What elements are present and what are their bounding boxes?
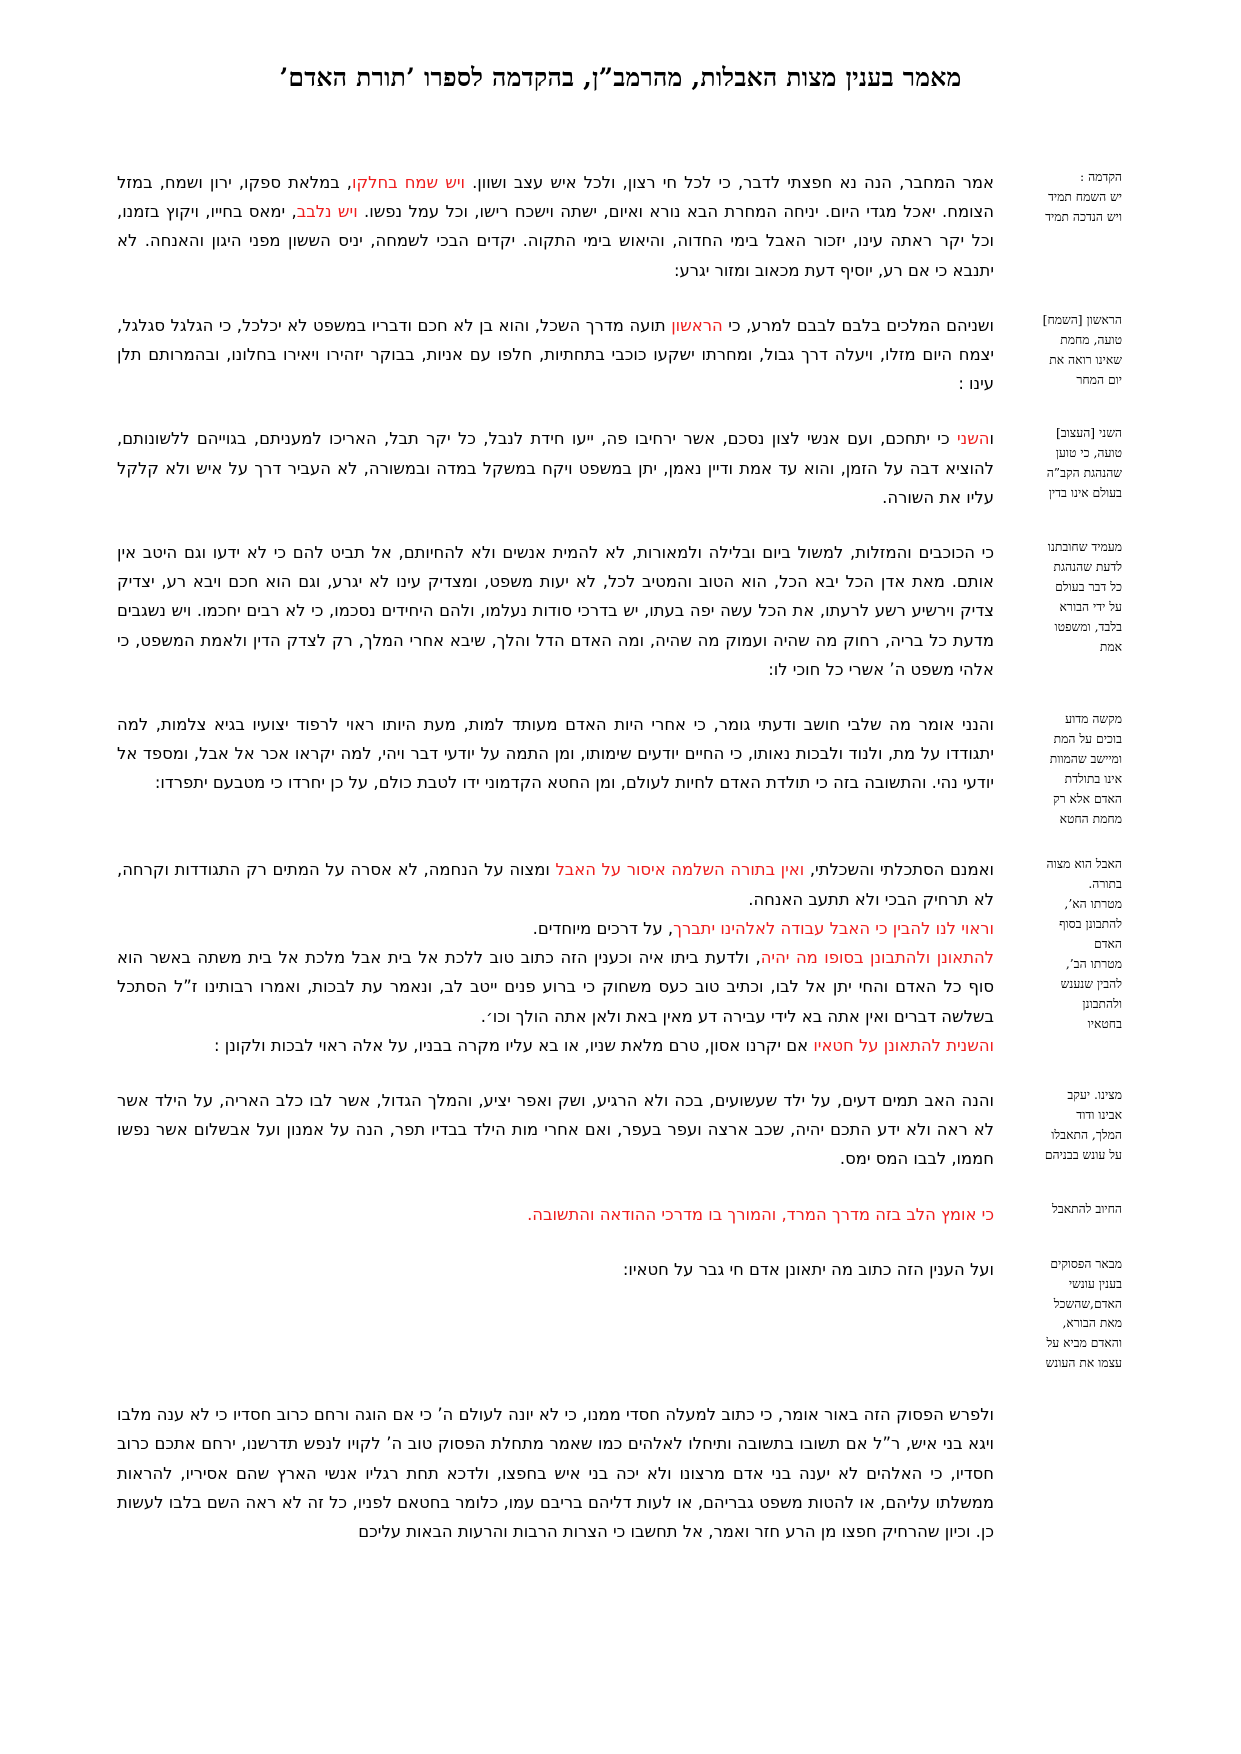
body-paragraph (115, 311, 994, 399)
body-paragraph (115, 1255, 994, 1284)
text-run: , על דרכים מיוחדים. (532, 918, 674, 938)
highlighted-text: ויש נלבב (296, 202, 358, 222)
margin-note: מבאר הפסוקים בענין עונשי האדם,שהשכל מאת הבורא, והאדם מביא על עצמו את העונש (1045, 1256, 1122, 1371)
text-run: ולפרש הפסוק הזה באור אומר, כי כתוב למעלה חסדי ממנו, כי לא יונה לעולם ה’ כי אם הוגה ורחם כרוב חסדיו כי לא ענה מלבו ויגא בני איש, ר”ל אם תשובו בתשובה ותיחלו לאלהים כמו שאמר מתחלת הפסוק טוב ה’ לקויו לנפש תדרשנו, ירחם אתכם כרוב חסדיו, כי האלהים לא יענה בני אדם מרצונו ולא יכה בני איש בחפצו, ולדכא תחת רגליו אנשי הארץ שהם אסיריו, להראות ממשלתו עליהם, או להטות משפט גבריהם, או לעות דליהם בריבם עמו, כלומר בחטאם לפניו, כל זה לא ראה השם בלבו לעשות כן. וכיון שהרחיק חפצו מן הרע חזר ואמר, אל תחשבו כי הצרות הרבות והרעות הבאות עליכם (117, 1405, 994, 1541)
text-run: אם יקרנו אסון, טרם מלאת שניו, או בא עליו מקרה בבניו, על אלה ראוי לבכות ולקונן : (214, 1035, 814, 1055)
text-run: כי הכוכבים והמזלות, למשול ביום ובלילה ולמאורות, לא להמית אנשים ולא להחיותם, אל תביט להם כי לא ידעו וגם היטב אין אותם. מאת אדן הכל יבא הכל, הוא הטוב והמטיב לכל, לא יעות משפט, ומצדיק עינו לא יגרע, וגם הוא חכם ויבא רע, יצדיק צדיק וירשיע רשע לרעתו, את הכל עשה יפה בעתו, יש בדרכי סודות נעלמו, ולהם היחידים נסכמו, כי לא רבים יחכמו. ויש נשגבים מדעת כל בריה, רחוק מה שהיה ועמוק מה שהיה, ומה האדם הדל והלך, שיבא אחרי המלך, רק לצדק הדין ולאמת המשפט, כי אלהי משפט ה’ אשרי כל חוכי לו: (117, 543, 994, 679)
document-content (115, 168, 1126, 1572)
text-run: תועה מדרך השכל, והוא בן לא חכם ודבריו במשפט לא יכלכל, כי הגלגל סגלגל, יצמח היום מזלו, ויעלה דרך גבול, ומחרתו ישקעו כוכבי בתחתיות, חלפו עם אניות, בבוקר יזהירו ויאירו בחלונו, ובהמרותם תלן עינו : (117, 315, 994, 394)
body-paragraph (115, 538, 994, 684)
text-run: אמר המחבר, הנה נא חפצתי לדבר, כי לכל חי רצון, ולכל איש עצב ושוון. (464, 173, 995, 192)
margin-note: האבל הוא מצוה בתורה. מטרתו הא’, להתבונן בסוף האדם מטרתו הב’, להבין שנענש ולהתבונן בחטאיו (1046, 857, 1122, 1031)
body-paragraph (115, 1200, 994, 1229)
body-paragraph (115, 168, 994, 285)
text-block (115, 1255, 1126, 1374)
text-run: , ולדעת ביתו איה וכענין הזה כתוב טוב ללכת אל בית אבל מלכת אל בית משתה באשר הוא סוף כל האדם והחי יתן אל לבו, וכתיב טוב כעס משחוק כי ברוע פנים ייטב לב, ונאמר עת לבכות, ואמרו רבותינו ז”ל הסתכל בשלשה דברים ואין אתה בא לידי עבירה דע מאין באת ולאן אתה הולך וכו׳. (117, 948, 994, 1026)
text-block (115, 710, 1126, 829)
text-run: והנה האב תמים דעים, על ילד שעשועים, בכה ולא הרגיע, ושק ואפר יציע, והמלך הגדול, אשר לבו כלב האריה, על הילד אשר לא ראה ולא ידע התכם יהיה, שכב ארצה ועפר בעפר, ואם אחרי מות הילד בבדיו תפר, הנה על אמנון ועל אבשלום אשר נפשו חממו, לבבו המס ימס. (117, 1090, 994, 1169)
text-run: ושניהם המלכים בלבם לבבם למרע, כי (722, 315, 994, 335)
highlighted-text: להתאונן ולהתבונן בסופו מה יהיה (760, 948, 994, 968)
body-paragraph (115, 1400, 994, 1546)
text-run: כי יתחכם, ועם אנשי לצון נסכם, אשר ירחיבו פה, ייעו חידת לנבל, כל יקר תבל, האריכו למעניתם, בגוייהם ללשונותם, להוציא דבה על הזמן, והוא עד אמת ודיין נאמן, יתן במשפט ויקח במשקל במדה ובמשורה, לא העביר דרך על איש ולא קלקל עליו את השורה. (117, 429, 994, 507)
text-run: ו (989, 429, 994, 449)
page-title: מאמר בענין מצות האבלות, מהרמב”ן, בהקדמה לספרו ’תורת האדם’ (279, 63, 962, 92)
highlighted-text: כי אומץ הלב בזה מדרך המרד, והמורך בו מדרכי ההודאה והתשובה. (527, 1204, 994, 1224)
margin-note: מקשה מדוע בוכים על המת ומיישב שהמוות אינו בתולדת האדם אלא רק מחמת החטא (1049, 712, 1122, 826)
margin-note: הראשון [השמח] טועה, מחמת שאינו רואה את יום המחר (1042, 312, 1122, 387)
text-block (115, 311, 1126, 399)
body-paragraph (115, 424, 994, 512)
text-run: , ימאס בחייו, ויקוץ בזמנו, וכל יקר ראתה עינו, יזכור האבל בימי החדוה, והיאוש בימי התקוה. יקדים הבכי לשמחה, יניס הששון מפני היגון והאנחה. לא יתנבא כי אם רע, יוסיף דעת מכאוב ומזור יגרע: (117, 202, 994, 280)
body-paragraph (115, 855, 994, 1059)
highlighted-text: ויש שמח בחלקו (352, 173, 465, 192)
margin-note: מעמיד שחובתנו לדעת שהנהגת כל דבר בעולם על ידי הבורא בלבד, ומשפטו אמת (1047, 540, 1122, 654)
highlighted-text: הראשון (671, 315, 723, 335)
margin-note: החיוב להתאבל (1052, 1201, 1122, 1216)
text-run: ומצוה על הנחמה, לא אסרה על המתים רק התגודדות וקרחה, לא תרחיק הבכי ולא תתעב האנחה. (117, 860, 994, 909)
text-block (115, 538, 1126, 684)
text-run: ועל הענין הזה כתוב מה יתאונן אדם חי גבר על חטאיו: (622, 1259, 994, 1279)
text-block (115, 424, 1126, 512)
highlighted-text: השני (956, 429, 990, 449)
highlighted-text: וראוי לנו להבין כי האבל עבודה לאלהינו יתברך (673, 918, 994, 938)
margin-note: הקדמה : יש השמח תמיד ויש הנדכה תמיד (1045, 170, 1122, 224)
highlighted-text: ואין בתורה השלמה איסור על האבל (555, 860, 805, 880)
margin-note: מצינו. יעקב אבינו ודוד המלך, התאבלו על עונש בבניהם (1044, 1087, 1122, 1162)
highlighted-text: והשנית להתאונן על חטאיו (813, 1035, 994, 1055)
text-block (115, 855, 1126, 1059)
text-run: , במלאת ספקו, ירון ושמח, במזל הצומח. יאכל מגדי היום. יניחה המחרת הבא נורא ואיום, ישתה וישכח רישו, וכל עמל נפשו. (117, 173, 994, 222)
text-run: והנני אומר מה שלבי חושב ודעתי גומר, כי אחרי היות האדם מעותד למות, מעת היותו ראוי לרפוד יצועיו בגיא צלמות, למה יתגודדו על מת, ולנוד ולבכות נאותו, כי החיים יודעים שימותו, ומן התמה על יודעי דבר ויהי, למה יקראו אכר אל אבל, ומספד אל יודעי נהי. והתשובה בזה כי תולדת האדם לחיות לעולם, ומן החטא הקדמוני ידו לטבת כולם, על כן יחרדו כי מטבעם יתפרדו: (117, 715, 994, 793)
text-run: ואמנם הסתכלתי והשכלתי, (804, 860, 994, 880)
body-paragraph (115, 1086, 994, 1174)
text-block (115, 1086, 1126, 1174)
text-block (115, 1200, 1126, 1229)
text-block (115, 1400, 1126, 1546)
margin-note: השני [העצוב] טועה, כי טוען שהנהגת הקב”ה בעולם אינו בדין (1046, 426, 1122, 501)
body-paragraph (115, 710, 994, 798)
text-block (115, 168, 1126, 285)
